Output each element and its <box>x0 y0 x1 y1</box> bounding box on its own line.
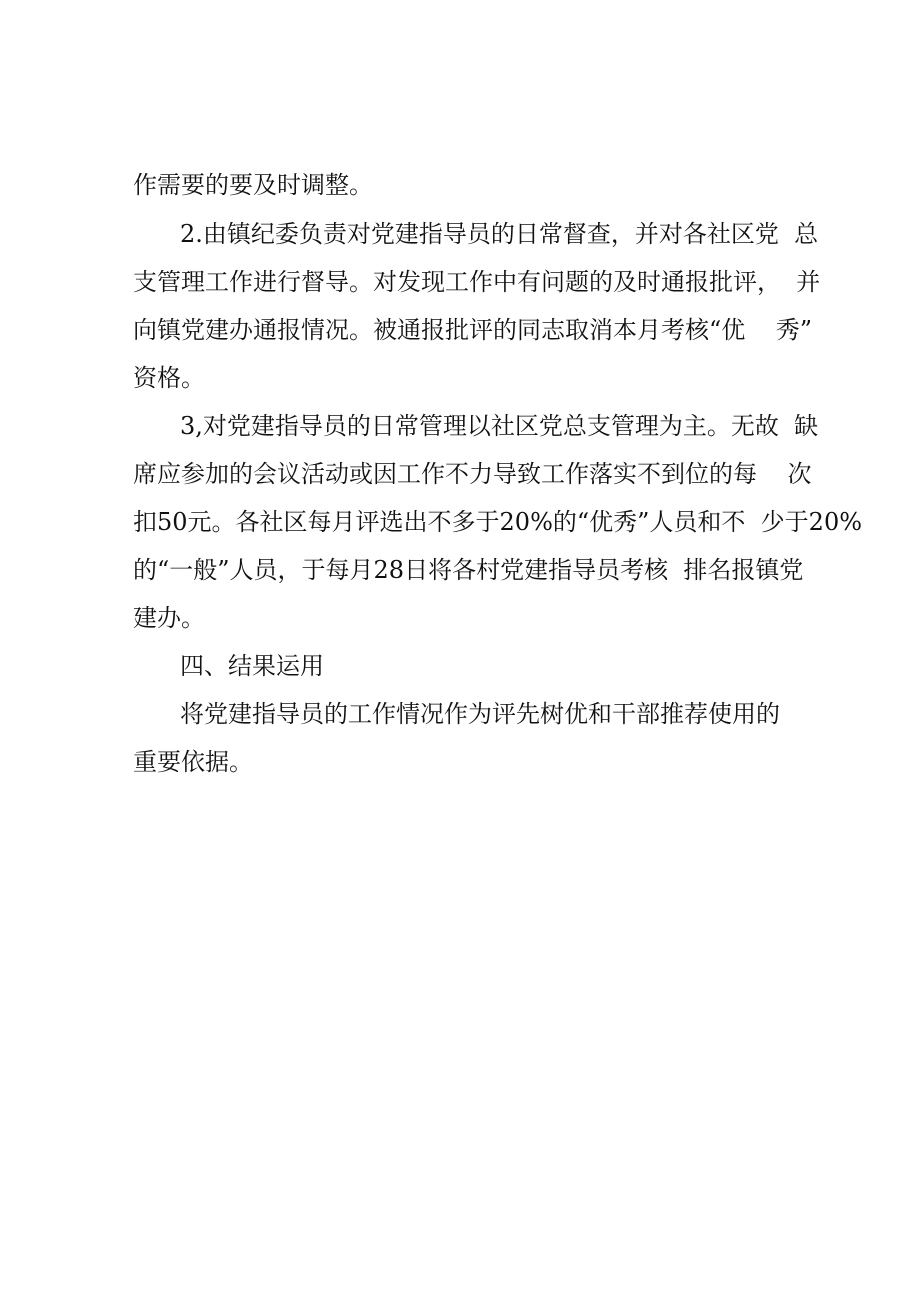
body-text-line: 资格。 <box>133 364 205 392</box>
section-heading: 四、结果运用 <box>180 652 324 680</box>
body-text-line: 向镇党建办通报情况。被通报批评的同志取消本月考核“优 秀” <box>133 316 813 344</box>
body-text-line: 重要依据。 <box>133 748 253 776</box>
body-text-line: 的“一般”人员，于每月28日将各村党建指导员考核 排名报镇党 <box>133 556 804 584</box>
body-text-line: 席应参加的会议活动或因工作不力导致工作落实不到位的每 次 <box>133 460 812 488</box>
body-text-line: 作需要的要及时调整。 <box>133 171 373 199</box>
body-text-line: 将党建指导员的工作情况作为评先树优和干部推荐使用的 <box>180 700 780 728</box>
body-text-line: 建办。 <box>133 604 205 632</box>
body-text-line: 3,对党建指导员的日常管理以社区党总支管理为主。无故 缺 <box>180 412 819 440</box>
body-text-line: 2.由镇纪委负责对党建指导员的日常督查，并对各社区党 总 <box>180 220 819 248</box>
body-text-line: 扣50元。各社区每月评选出不多于20%的“优秀”人员和不 少于20% <box>133 508 863 536</box>
body-text-line: 支管理工作进行督导。对发现工作中有问题的及时通报批评， 并 <box>133 268 821 296</box>
